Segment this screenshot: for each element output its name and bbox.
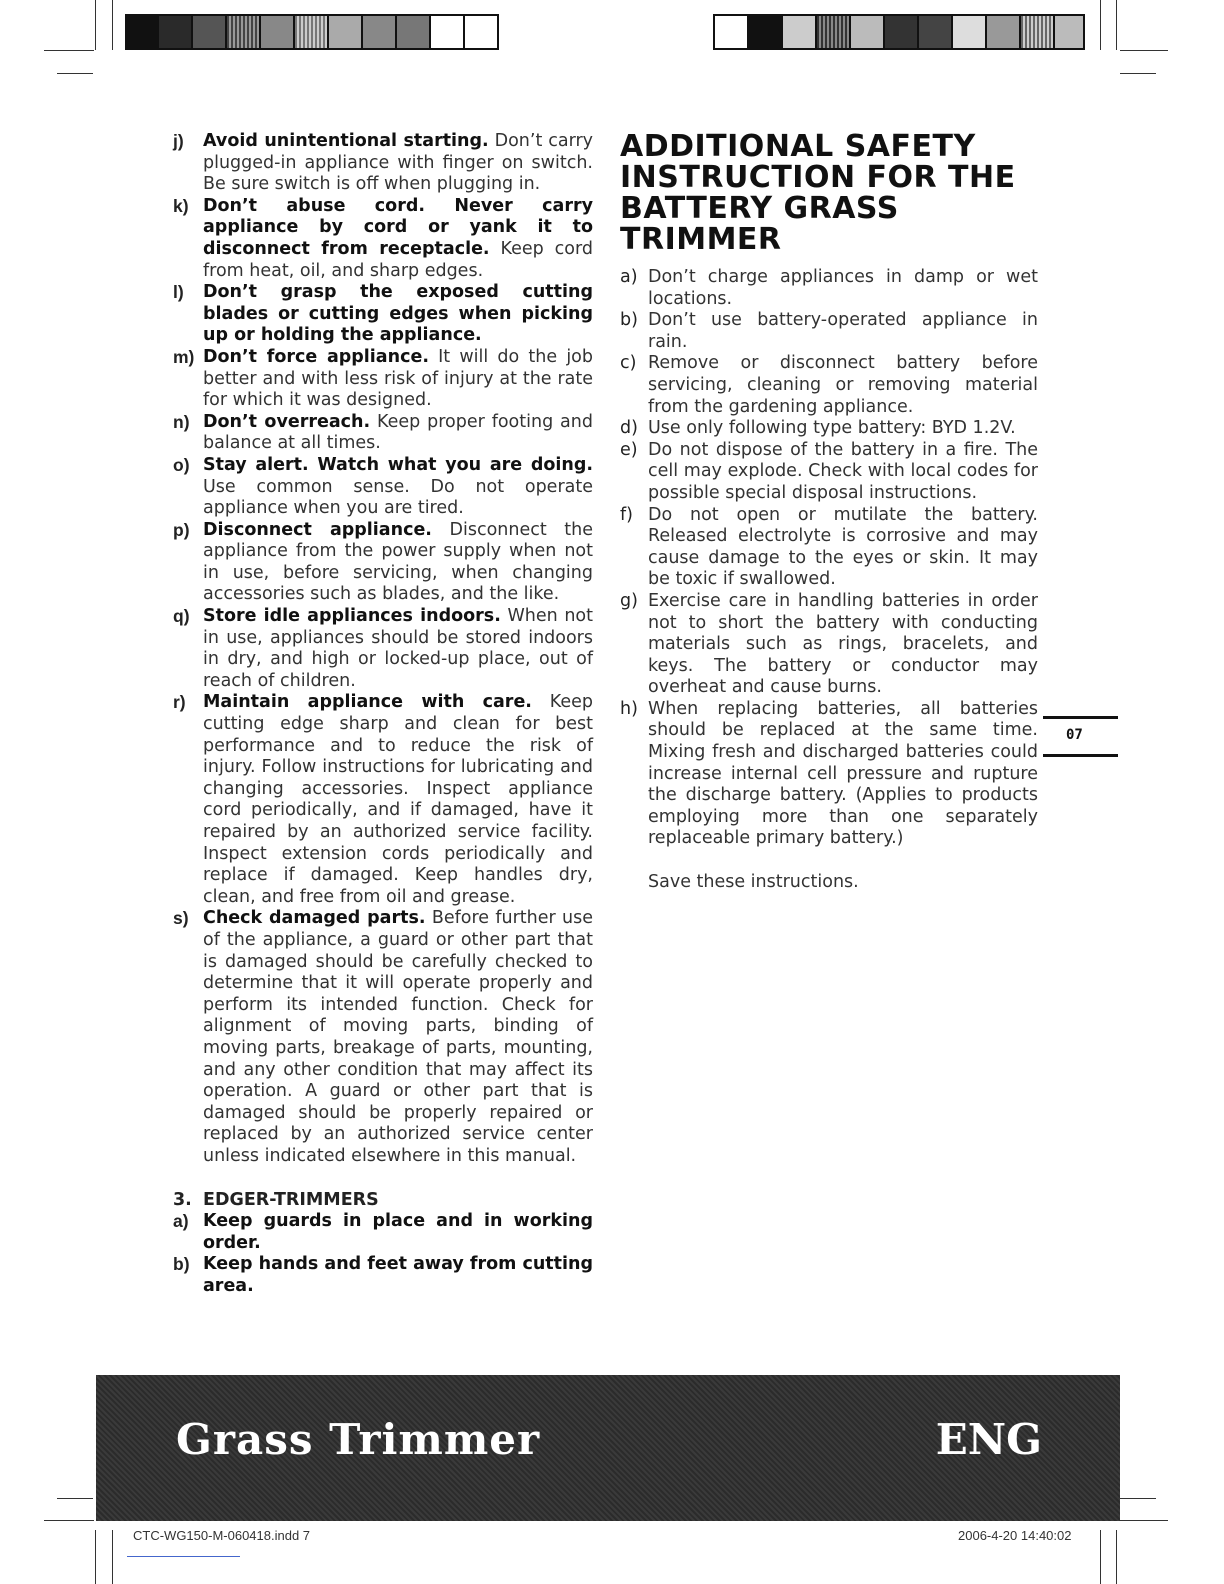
crop-mark: [57, 1498, 93, 1499]
item-label: o): [173, 454, 190, 475]
item-lead: Avoid unintentional starting.: [203, 131, 489, 151]
section-title: EDGER-TRIMMERS: [203, 1189, 379, 1210]
item-label: b): [620, 310, 638, 331]
list-item: [173, 1211, 593, 1254]
item-label: k): [173, 195, 189, 216]
list-item: [620, 699, 1038, 850]
closing-note: Save these instructions.: [648, 872, 859, 893]
battery-safety-list: [620, 267, 1038, 850]
item-label: c): [620, 353, 637, 374]
list-item: [173, 908, 593, 1167]
item-lead: Don’t grasp the exposed cutting blades or cutting edges when picking up or holding the appliance.: [203, 282, 593, 346]
item-text: When replacing batteries, all batteries should be replaced at the same time. Mixing fresh and discharged batteries could increase internal cell pressure and rupture the discharge battery. (Applies to products employing more than one separately replaceable primary battery.): [648, 698, 1038, 849]
item-label: r): [173, 692, 186, 713]
item-text: Don’t use battery-operated appliance in rain.: [648, 310, 1038, 352]
crop-mark: [95, 1530, 96, 1584]
safety-rules-list: [173, 131, 593, 1168]
list-item: [173, 131, 593, 196]
item-lead: Keep hands and feet away from cutting area.: [203, 1254, 593, 1296]
list-item: [620, 353, 1038, 418]
left-column: [173, 131, 593, 1297]
item-text: Exercise care in handling batteries in order not to short the battery with conducting materials such as rings, bracelets, and keys. The battery or conductor may overheat and cause burns.: [648, 590, 1038, 698]
page-number-rule: [1043, 716, 1118, 719]
item-text: Don’t carry plugged-in appliance with finger on switch. Be sure switch is off when plugging in.: [203, 131, 594, 195]
item-lead: Keep guards in place and in working order.: [203, 1211, 593, 1253]
list-item: [173, 606, 593, 692]
item-label: e): [620, 439, 638, 460]
section-number: 3.: [173, 1189, 192, 1210]
right-column: [620, 131, 1038, 894]
item-label: f): [620, 504, 633, 525]
item-text: Use common sense. Do not operate appliance when you are tired.: [203, 476, 593, 519]
slug-underline: [127, 1556, 240, 1557]
crop-mark: [1100, 1530, 1101, 1584]
list-item: [620, 505, 1038, 591]
list-item: [173, 455, 593, 520]
list-item: [173, 692, 593, 908]
item-label: d): [620, 418, 638, 439]
page-number-rule: [1043, 754, 1118, 757]
list-item: [173, 347, 593, 412]
crop-mark: [1120, 50, 1168, 51]
crop-mark: [1100, 0, 1101, 50]
item-text: Do not open or mutilate the battery. Released electrolyte is corrosive and may cause damage to the eyes or skin. It may be toxic if swallowed.: [648, 504, 1038, 590]
crop-mark: [44, 1520, 94, 1521]
crop-mark: [1116, 1530, 1117, 1584]
section-heading: [173, 1190, 593, 1212]
item-text: Keep cord from heat, oil, and sharp edges.: [203, 238, 593, 281]
item-label: a): [173, 1211, 189, 1232]
item-label: m): [173, 346, 195, 367]
list-item: [620, 591, 1038, 699]
crop-mark: [1120, 1498, 1156, 1499]
item-text: Use only following type battery: BYD 1.2V.: [648, 418, 1016, 439]
product-title: Grass Trimmer: [176, 1415, 541, 1464]
item-lead: Don’t force appliance.: [203, 346, 429, 367]
item-label: g): [620, 590, 638, 611]
item-text: Keep cutting edge sharp and clean for best performance and to reduce the risk of injury. Follow instructions for lubricating and changing accessories. Inspect appliance cord periodically, and if damaged, have it repaired by an authorized service facility. Inspect extension cords periodically and replace if damaged. Keep handles dry, clean, and free from oil and grease.: [203, 692, 594, 907]
item-label: s): [173, 908, 189, 929]
crop-mark: [1116, 0, 1117, 50]
item-label: n): [173, 411, 190, 432]
item-text: Remove or disconnect battery before servicing, cleaning or removing material from the gardening appliance.: [648, 353, 1038, 417]
item-text: Disconnect the appliance from the power supply when not in use, before servicing, when changing accessories such as blades, and the like.: [203, 519, 593, 605]
item-label: a): [620, 267, 638, 287]
item-label: q): [173, 606, 190, 627]
list-item: [173, 282, 593, 347]
crop-mark: [1120, 73, 1156, 74]
list-item: [620, 310, 1038, 353]
item-lead: Store idle appliances indoors.: [203, 606, 501, 627]
item-lead: Maintain appliance with care.: [203, 692, 532, 713]
crop-mark: [95, 0, 96, 50]
item-text: When not in use, appliances should be stored indoors in dry, and high or locked-up place, out of reach of children.: [203, 606, 593, 691]
language-code: ENG: [935, 1415, 1042, 1464]
item-lead: Stay alert. Watch what you are doing.: [203, 454, 593, 475]
list-item: [173, 196, 593, 282]
item-text: Before further use of the appliance, a guard or other part that is damaged should be carefully checked to determine that it will operate properly and perform its intended function. Check for alignment of moving parts, binding of moving parts, breakage of parts, mounting, and any other condition that may affect its operation. A guard or other part that is damaged should be properly repaired or replaced by an authorized service center unless indicated elsewhere in this manual.: [203, 908, 593, 1166]
item-lead: Don’t overreach.: [203, 411, 371, 432]
item-lead: Don’t abuse cord. Never carry appliance by cord or yank it to disconnect from receptacle.: [203, 195, 593, 259]
item-text: It will do the job better and with less risk of injury at the rate for which it was designed.: [203, 346, 593, 411]
crop-mark: [112, 1530, 113, 1584]
list-item: [173, 520, 593, 606]
item-lead: Disconnect appliance.: [203, 519, 432, 540]
page-number: 07: [1066, 727, 1083, 743]
item-label: b): [173, 1254, 190, 1275]
crop-mark: [1120, 1520, 1168, 1521]
item-label: p): [173, 519, 190, 540]
list-item: [173, 1254, 593, 1297]
item-lead: Check damaged parts.: [203, 908, 426, 929]
item-text: Do not dispose of the battery in a fire. The cell may explode. Check with local codes for possible special disposal instructions.: [648, 439, 1038, 503]
list-item: [620, 418, 1038, 440]
color-registration-bar-left: [125, 14, 499, 50]
footer-banner: [96, 1375, 1120, 1521]
section-title: ADDITIONAL SAFETY INSTRUCTION FOR THE BATTERY GRASS TRIMMER: [620, 129, 1016, 257]
crop-mark: [44, 50, 94, 51]
list-item: [173, 412, 593, 455]
crop-mark: [57, 73, 93, 74]
item-label: l): [173, 282, 184, 303]
list-item: [620, 440, 1038, 505]
crop-mark: [112, 0, 113, 50]
item-text: Don’t charge appliances in damp or wet locations.: [648, 267, 1038, 309]
item-label: h): [620, 698, 638, 719]
item-text: Keep proper footing and balance at all times.: [203, 411, 593, 454]
item-label: j): [173, 131, 184, 151]
list-item: [620, 267, 1038, 310]
file-slug: CTC-WG150-M-060418.indd 7: [133, 1528, 311, 1543]
color-registration-bar-right: [713, 14, 1085, 50]
print-timestamp: 2006-4-20 14:40:02: [958, 1528, 1072, 1543]
